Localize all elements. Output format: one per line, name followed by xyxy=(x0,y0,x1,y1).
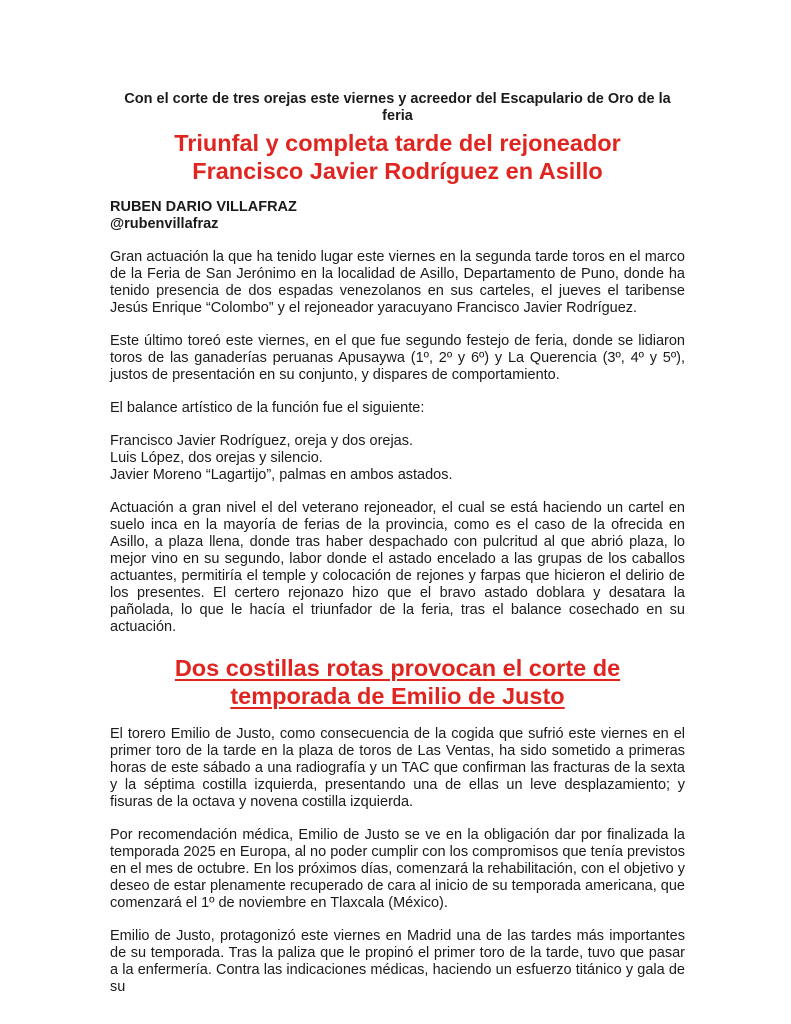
byline xyxy=(110,199,685,233)
article2-paragraph-1: El torero Emilio de Justo, como consecuencia de la cogida que sufrió este viernes en el primer toro de la tarde en la plaza de toros de Las Ventas, ha sido sometido a primeras horas de este sábado a una radiografía y un TAC que confirman las fracturas de la sexta y la séptima costilla izquierda, presentando una de ellas un leve desplazamiento; y fisuras de la octava y novena costilla izquierda. xyxy=(110,726,685,810)
article1-balance-intro: El balance artístico de la función fue el siguiente: xyxy=(110,400,425,416)
article1-balance-list xyxy=(110,433,685,484)
article1-closing-paragraph: Actuación a gran nivel el del veterano rejoneador, el cual se está haciendo un cartel en suelo inca en la mayoría de ferias de la provincia, como es el caso de la ofrecida en Asillo, a plaza llena, donde tras haber despachado con pulcritud al que abrió plaza, lo mejor vino en su segundo, labor donde el astado encelado a las grupas de los caballos actuantes, permitiría el temple y colocación de rejones y farpas que hicieron el delirio de los presentes. El certero rejonazo hizo que el bravo astado doblara y desatara la pañolada, lo que le hacía el triunfador de la feria, tras el balance cosechado en su actuación. xyxy=(110,500,685,635)
kicker-line: Con el corte de tres orejas este viernes y acreedor del Escapulario de Oro de la feria xyxy=(124,91,671,124)
article2-paragraph-3: Emilio de Justo, protagonizó este viernes en Madrid una de las tardes más importantes de su temporada. Tras la paliza que le propinó el primer toro de la tarde, tuvo que pasar a la enfermería. Contra las indicaciones médicas, haciendo un esfuerzo titánico y gala de su xyxy=(110,928,685,995)
article1-paragraph-1: Gran actuación la que ha tenido lugar este viernes en la segunda tarde toros en el marco de la Feria de San Jerónimo en la localidad de Asillo, Departamento de Puno, donde ha tenido presencia de dos espadas venezolanos en sus carteles, el jueves el taribense Jesús Enrique “Colombo” y el rejoneador yaracuyano Francisco Javier Rodríguez. xyxy=(110,249,685,316)
article1-title-line-2: Francisco Javier Rodríguez en Asillo xyxy=(192,158,603,184)
article2-title-line-1: Dos costillas rotas provocan el corte de xyxy=(174,655,621,681)
balance-line-1: Francisco Javier Rodríguez, oreja y dos orejas. xyxy=(110,433,414,449)
article1-title-line-1: Triunfal y completa tarde del rejoneador xyxy=(174,130,621,156)
article2-paragraph-2: Por recomendación médica, Emilio de Justo se ve en la obligación dar por finalizada la temporada 2025 en Europa, al no poder cumplir con los compromisos que tenía previstos en el mes de octubre. En los próximos días, comenzará la rehabilitación, con el objetivo y deseo de estar plenamente recuperado de cara al inicio de su temporada americana, que comenzará el 1º de noviembre en Tlaxcala (México). xyxy=(110,827,685,911)
article1-paragraph-2: Este último toreó este viernes, en el que fue segundo festejo de feria, donde se lidiaron toros de las ganaderías peruanas Apusaywa (1º, 2º y 6º) y La Querencia (3º, 4º y 5º), justos de presentación en su conjunto, y dispares de comportamiento. xyxy=(110,333,685,383)
byline-handle: @rubenvillafraz xyxy=(110,216,219,232)
balance-line-2: Luis López, dos orejas y silencio. xyxy=(110,450,323,466)
article2-title-line-2: temporada de Emilio de Justo xyxy=(230,683,565,709)
article2-title xyxy=(110,654,685,710)
byline-author: RUBEN DARIO VILLAFRAZ xyxy=(110,199,297,215)
article1-title xyxy=(110,129,685,185)
balance-line-3: Javier Moreno “Lagartijo”, palmas en ambos astados. xyxy=(110,467,453,483)
